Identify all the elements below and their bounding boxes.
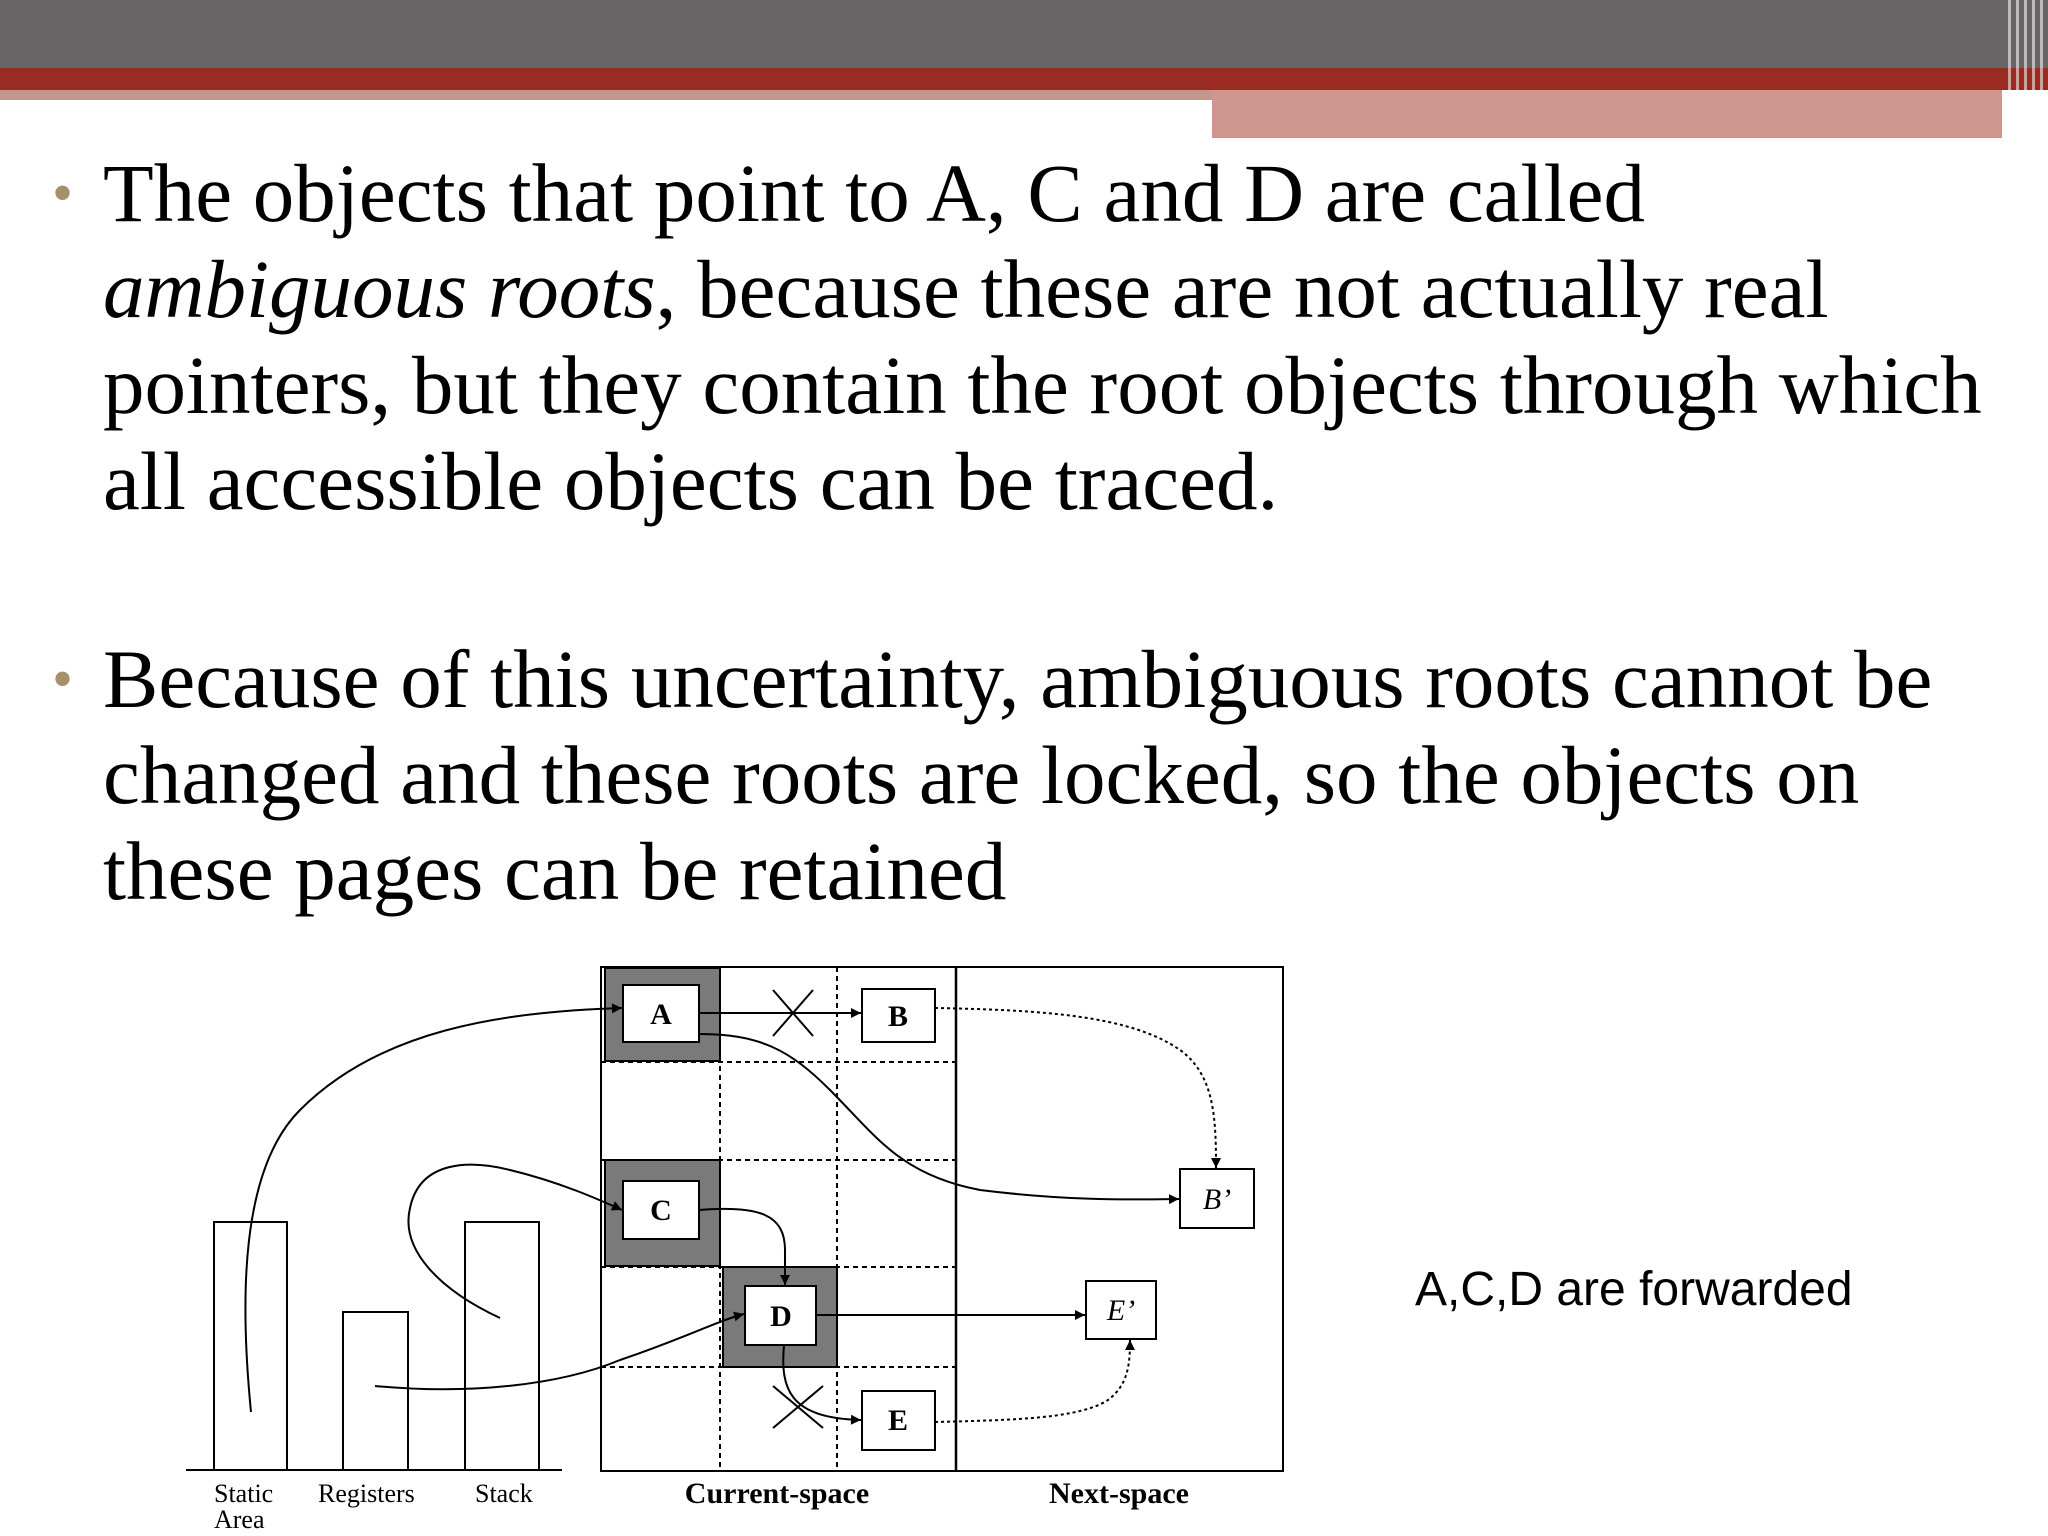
forward-e-to-e-prime xyxy=(935,1340,1130,1422)
object-c-label: C xyxy=(650,1194,672,1227)
static-area-label-line2: Area xyxy=(214,1505,265,1534)
bullet-dot: • xyxy=(52,160,74,226)
bullet-text: Because of this uncertainty, ambiguous roots cannot be changed and these roots are locked, so the objects on these pages can be retained xyxy=(103,633,1933,917)
current-space-label: Current-space xyxy=(684,1477,870,1510)
next-space-label: Next-space xyxy=(1049,1477,1189,1510)
static-area-label: Static xyxy=(214,1479,274,1508)
object-b-prime-label: B’ xyxy=(1202,1183,1232,1216)
object-b-label: B xyxy=(887,1000,909,1033)
static-area-bar xyxy=(214,1222,287,1470)
registers-bar xyxy=(343,1312,408,1470)
stack-label: Stack xyxy=(475,1479,533,1508)
arrow-registers-to-d xyxy=(375,1314,744,1389)
object-e-prime-label: E’ xyxy=(1106,1294,1136,1327)
root-areas xyxy=(186,1222,562,1470)
arrow-stack-to-c xyxy=(408,1165,622,1318)
bullet-dot: • xyxy=(52,646,74,712)
forwarded-note: A,C,D are forwarded xyxy=(1415,1263,1853,1316)
stack-bar xyxy=(465,1222,539,1470)
arrow-static-to-a xyxy=(245,1008,622,1412)
forwarding-arrows xyxy=(935,1008,1216,1422)
object-e-label: E xyxy=(887,1404,909,1437)
bullet-text-continued: , because these are not actually real pointers, but they contain the root objects through which all accessible objects can be traced. xyxy=(103,243,1982,527)
arrow-a-to-b-prime xyxy=(699,1034,1179,1199)
forward-b-to-b-prime xyxy=(935,1008,1216,1168)
registers-label: Registers xyxy=(318,1479,415,1508)
bullet-emphasis: ambiguous roots xyxy=(103,243,656,335)
object-d-label: D xyxy=(770,1300,792,1333)
object-a-label: A xyxy=(650,998,672,1031)
bullet-text: The objects that point to A, C and D are called xyxy=(103,147,1645,239)
